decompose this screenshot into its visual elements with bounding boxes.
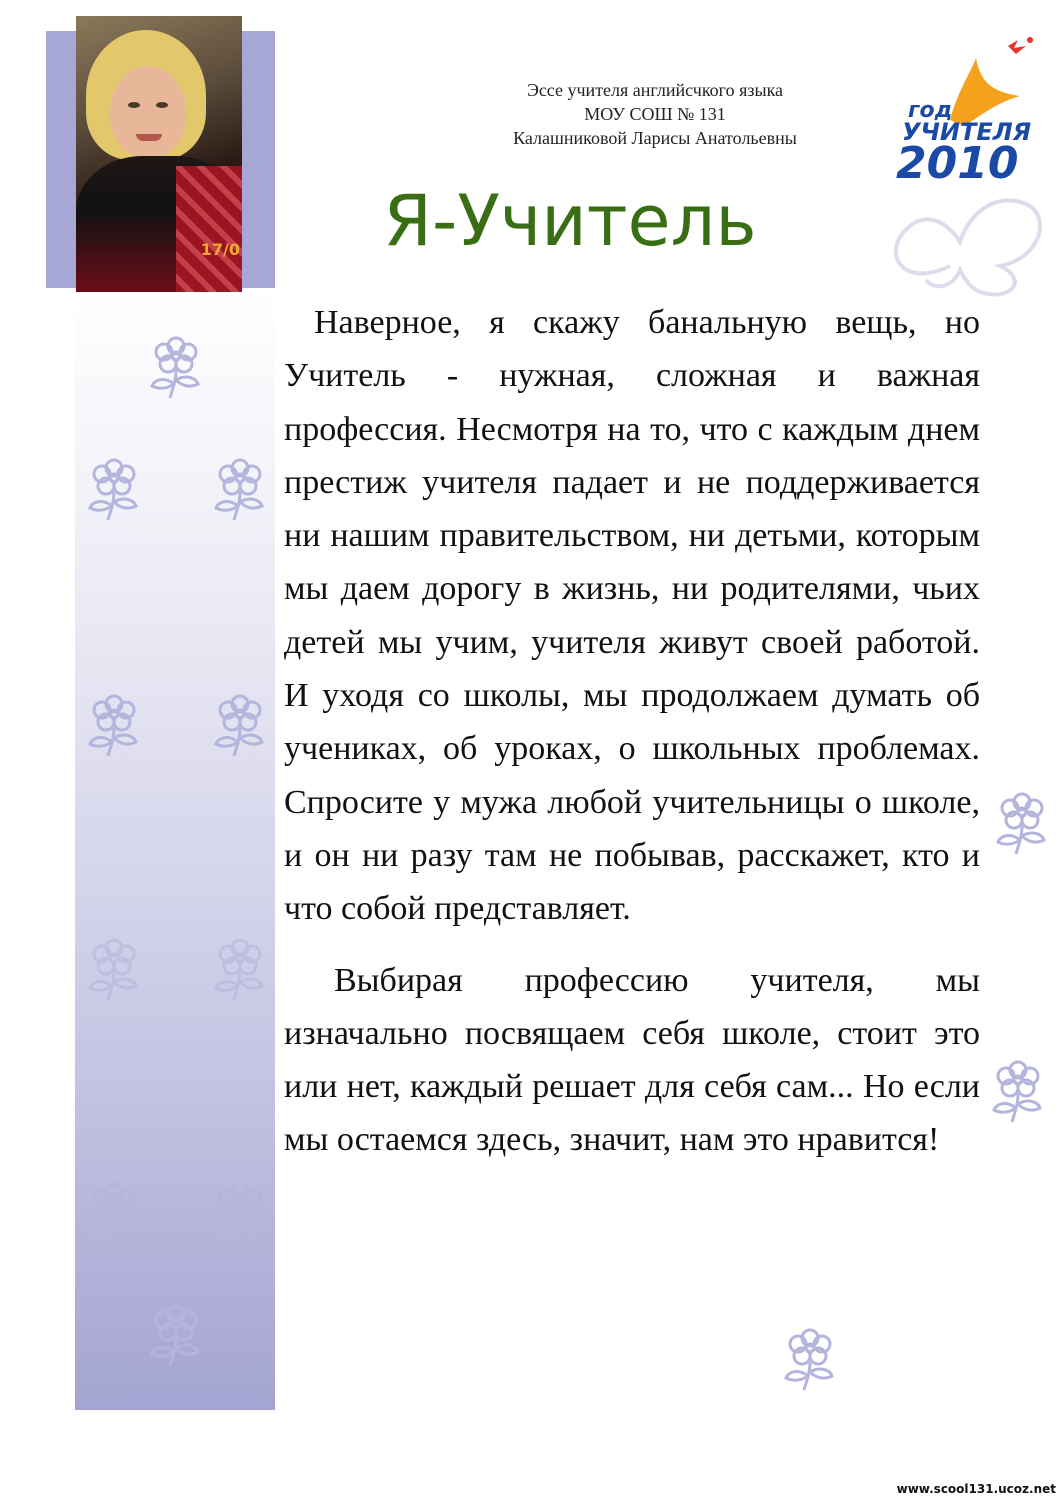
flower-icon	[988, 1054, 1048, 1124]
photo-face	[110, 66, 186, 158]
flower-icon	[84, 452, 144, 522]
flower-icon	[210, 452, 270, 522]
flower-icon	[84, 688, 144, 758]
website-url: www.scool131.ucoz.net	[896, 1482, 1056, 1496]
header-line-1: Эссе учителя английсчкого языка	[526, 80, 784, 100]
photo-eye-right	[156, 102, 168, 108]
flower-icon	[992, 786, 1052, 856]
teacher-photo	[76, 16, 242, 292]
flower-icon	[84, 1176, 144, 1246]
essay-paragraph-1: Наверное, я скажу банальную вещь, но Учитель - нужная, сложная и важная профессия. Несмотря на то, что с каждым днем престиж учителя падает и не поддерживается ни нашим правительством, ни детьми, которым мы даем дорогу в жизнь, ни родителями, чьих детей мы учим, учителя живут своей работой. И уходя со школы, мы продолжаем думать об учениках, об уроках, о школьных проблемах. Спросите у мужа любой учительницы о школе, и он ни разу там не побывав, расскажет, кто и что собой представляет.	[284, 304, 980, 928]
photo-date-stamp: 17/0	[200, 240, 240, 259]
flower-icon	[146, 1298, 206, 1368]
essay-paragraph-2: Выбирая профессию учителя, мы изначально посвящаем себя школе, стоит это или нет, каждый решает для себя сам... Но если мы остаемся здесь, значит, нам это нравится!	[284, 961, 980, 1159]
star-icon	[1027, 37, 1033, 43]
flower-icon	[210, 688, 270, 758]
header-line-2: МОУ СОШ № 131	[584, 104, 726, 124]
essay-header	[440, 78, 870, 150]
butterfly-icon	[896, 200, 1040, 294]
logo-text-year: 2010	[896, 138, 1019, 189]
photo-scarf	[176, 166, 242, 292]
flower-icon	[84, 932, 144, 1002]
flower-icon	[210, 1176, 270, 1246]
year-of-teacher-logo	[880, 30, 1050, 310]
logo-text-god: год	[908, 98, 953, 123]
header-line-3: Калашниковой Ларисы Анатольевны	[513, 128, 797, 148]
photo-eye-left	[128, 102, 140, 108]
page-title: Я-Учитель	[383, 180, 757, 262]
essay-body	[284, 296, 980, 1167]
photo-mouth	[136, 134, 162, 141]
flower-icon	[210, 932, 270, 1002]
flower-icon	[146, 330, 206, 400]
logo-text-uchitelya: УЧИТЕЛЯ	[902, 118, 1032, 146]
flame-icon	[950, 58, 1020, 126]
flower-icon	[780, 1322, 840, 1392]
bird-icon	[1008, 40, 1026, 54]
